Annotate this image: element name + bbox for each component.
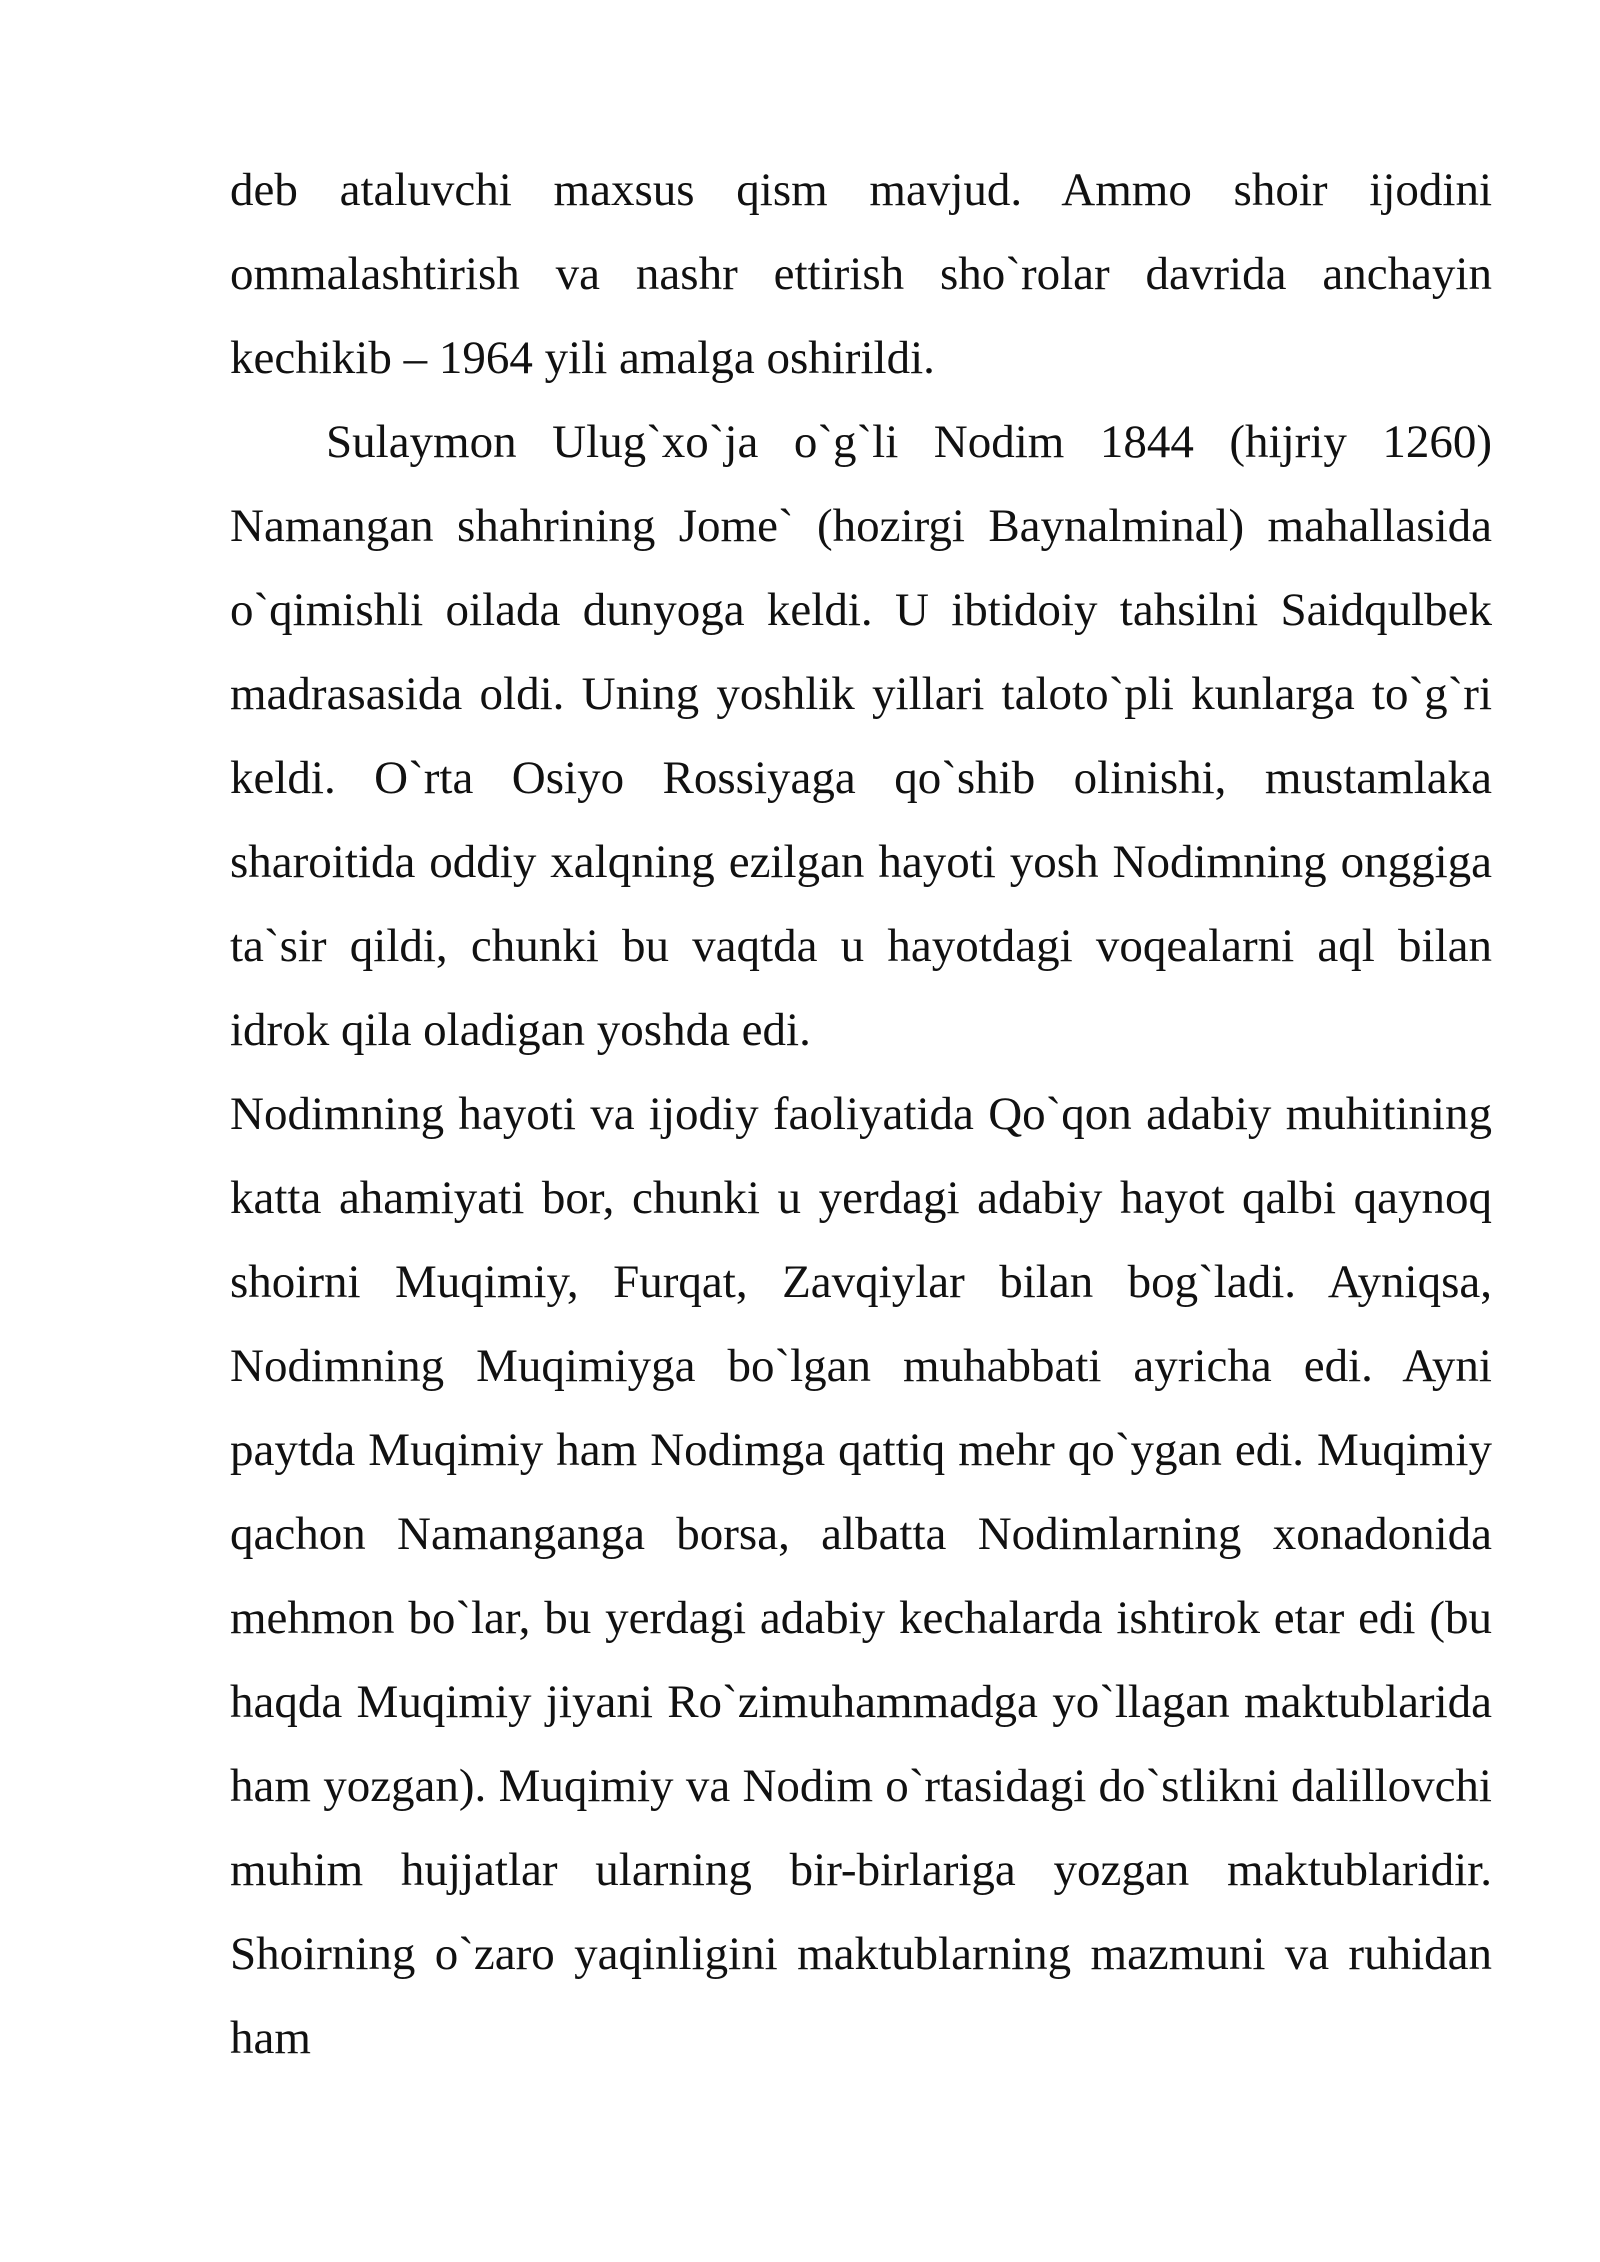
document-body xyxy=(230,148,1492,2080)
paragraph-1: deb ataluvchi maxsus qism mavjud. Ammo shoir ijodini ommalashtirish va nashr ettirish sho`rolar davrida anchayin kechikib – 1964 yili amalga oshirildi. xyxy=(230,164,1492,384)
paragraph-2: Sulaymon Ulug`xo`ja o`g`li Nodim 1844 (hijriy 1260) Namangan shahrining Jome` (hozirgi Baynalminal) mahallasida o`qimishli oilada dunyoga keldi. U ibtidoiy tahsilni Saidqulbek madrasasida oldi. Uning yoshlik yillari taloto`pli kunlarga to`g`ri keldi. O`rta Osiyo Rossiyaga qo`shib olinishi, mustamlaka sharoitida oddiy xalqning ezilgan hayoti yosh Nodimning onggiga ta`sir qildi, chunki bu vaqtda u hayotdagi voqealarni aql bilan idrok qila oladigan yoshda edi. xyxy=(230,416,1492,1056)
paragraph-3: Nodimning hayoti va ijodiy faoliyatida Qo`qon adabiy muhitining katta ahamiyati bor, chunki u yerdagi adabiy hayot qalbi qaynoq shoirni Muqimiy, Furqat, Zavqiylar bilan bog`ladi. Ayniqsa, Nodimning Muqimiyga bo`lgan muhabbati ayricha edi. Ayni paytda Muqimiy ham Nodimga qattiq mehr qo`ygan edi. Muqimiy qachon Namanganga borsa, albatta Nodimlarning xonadonida mehmon bo`lar, bu yerdagi adabiy kechalarda ishtirok etar edi (bu haqda Muqimiy jiyani Ro`zimuhammadga yo`llagan maktublarida ham yozgan). Muqimiy va Nodim o`rtasidagi do`stlikni dalillovchi muhim hujjatlar ularning bir-birlariga yozgan maktublaridir. Shoirning o`zaro yaqinligini maktublarning mazmuni va ruhidan ham xyxy=(230,1088,1492,2064)
